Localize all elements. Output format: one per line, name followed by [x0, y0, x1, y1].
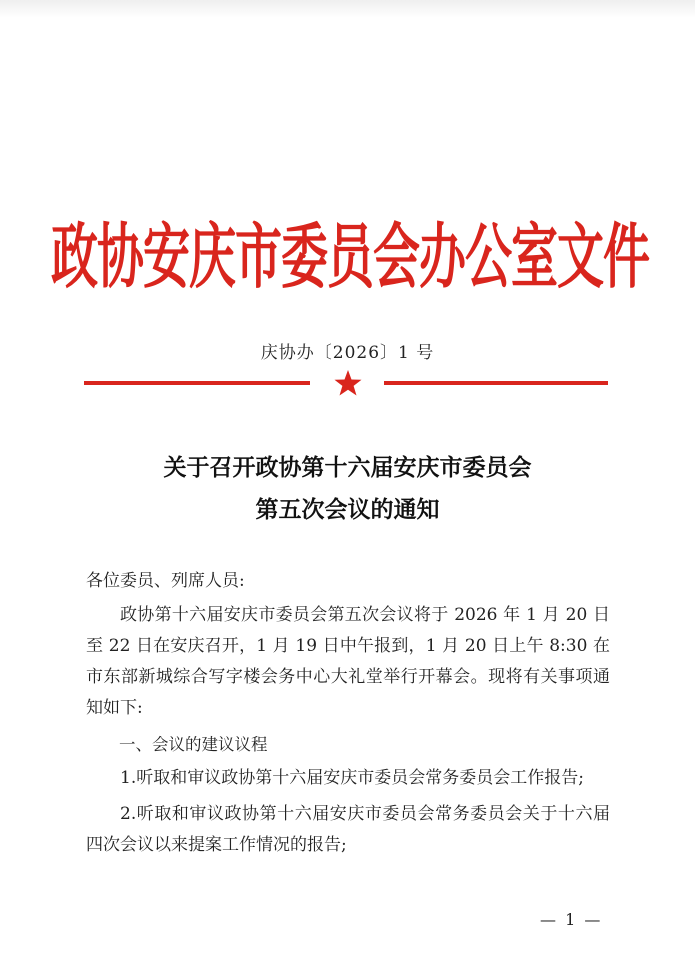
title-line-1: 关于召开政协第十六届安庆市委员会 — [163, 454, 532, 481]
section-heading-agenda: 一、会议的建议议程 — [119, 735, 268, 754]
title-line-2: 第五次会议的通知 — [255, 496, 440, 523]
agenda-item-1: 1.听取和审议政协第十六届安庆市委员会常务委员会工作报告; — [120, 768, 584, 788]
star-icon — [333, 369, 363, 397]
notice-title — [0, 447, 695, 531]
masthead — [51, 196, 649, 306]
document-number: 庆协办〔2026〕1 号 — [260, 343, 435, 363]
paragraph-intro: 政协第十六届安庆市委员会第五次会议将于 2026 年 1 月 20 日至 22 日在安庆召开，1 月 19 日中午报到，1 月 20 日上午 8:30 在市东部新城综合写字楼会务中心大礼堂举行开幕会。现将有关事项通知如下: — [86, 605, 610, 718]
salutation: 各位委员、列席人员: — [86, 571, 245, 591]
masthead-title: 政协安庆市委员会办公室文件 — [51, 215, 649, 299]
notice-body — [86, 566, 610, 861]
page-number: — 1 — — [540, 910, 603, 929]
red-divider-left — [84, 381, 310, 385]
agenda-item-2: 2.听取和审议政协第十六届安庆市委员会常务委员会关于十六届四次会议以来提案工作情况的报告; — [86, 804, 610, 855]
red-divider-right — [384, 381, 608, 385]
page-top-shade — [0, 0, 695, 18]
